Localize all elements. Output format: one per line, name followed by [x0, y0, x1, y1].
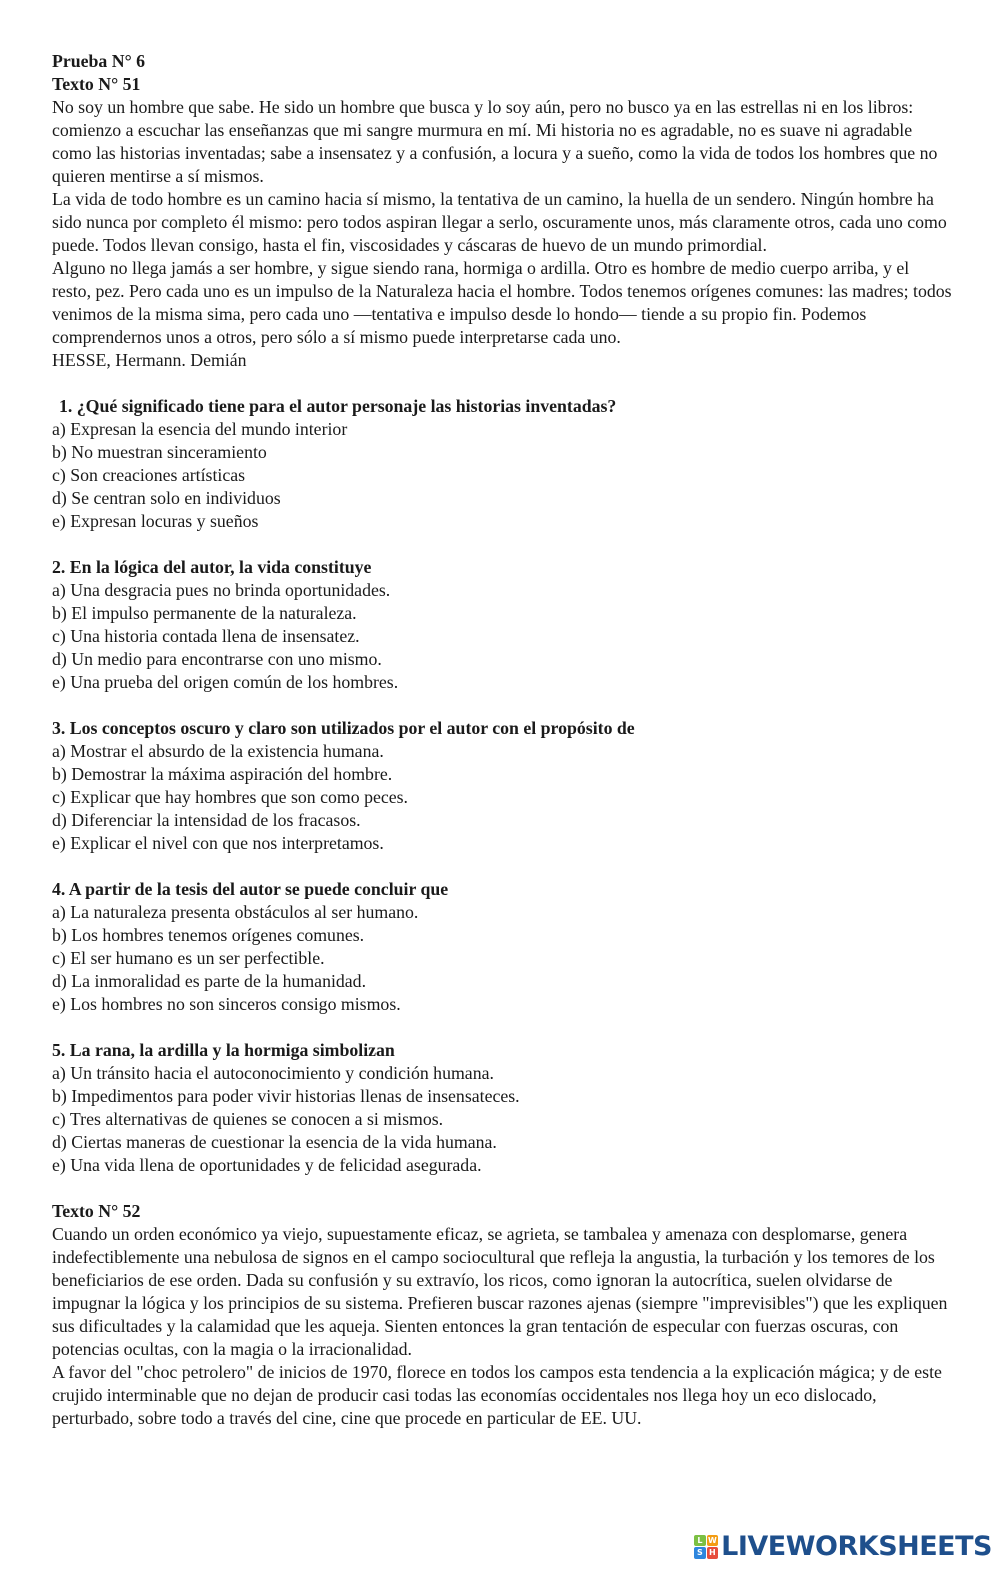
answer-option[interactable]: b) Los hombres tenemos orígenes comunes. [52, 925, 365, 945]
question-title: 1. ¿Qué significado tiene para el autor personaje las historias inventadas? [59, 396, 617, 416]
question-block [52, 556, 952, 694]
answer-option[interactable]: d) Ciertas maneras de cuestionar la esencia de la vida humana. [52, 1132, 497, 1152]
answer-option[interactable]: c) Son creaciones artísticas [52, 465, 246, 485]
answer-option[interactable]: b) El impulso permanente de la naturaleza. [52, 603, 357, 623]
answer-option[interactable]: b) No muestran sinceramiento [52, 442, 267, 462]
answer-option[interactable]: a) Una desgracia pues no brinda oportunidades. [52, 580, 391, 600]
brand-name: LIVEWORKSHEETS [721, 1531, 992, 1562]
answer-option[interactable]: e) Expresan locuras y sueños [52, 511, 259, 531]
question-block [52, 878, 952, 1016]
answer-option[interactable]: e) Una vida llena de oportunidades y de felicidad asegurada. [52, 1155, 482, 1175]
text1-paragraph: Alguno no llega jamás a ser hombre, y sigue siendo rana, hormiga o ardilla. Otro es hombre de medio cuerpo arriba, y el resto, pez. Pero cada uno es un impulso de la Naturaleza hacia el hombre. Todos tenemos orígenes comunes: las madres; todos venimos de la misma sima, pero cada uno —tentativa e impulso desde lo hondo— tiende a su propio fin. Podemos comprendernos unos a otros, pero sólo a sí mismo puede interpretarse cada uno. [52, 258, 952, 347]
answer-option[interactable]: a) La naturaleza presenta obstáculos al ser humano. [52, 902, 419, 922]
text1-source: HESSE, Hermann. Demián [52, 350, 247, 370]
answer-option[interactable]: c) Tres alternativas de quienes se conocen a si mismos. [52, 1109, 444, 1129]
logo-tile: W [707, 1535, 717, 1545]
answer-option[interactable]: a) Expresan la esencia del mundo interior [52, 419, 348, 439]
question-block [52, 395, 952, 533]
answer-option[interactable]: e) Una prueba del origen común de los hombres. [52, 672, 399, 692]
logo-tile: L [694, 1535, 706, 1547]
logo-tile: H [707, 1547, 719, 1559]
question-block [52, 1039, 952, 1177]
answer-option[interactable]: d) La inmoralidad es parte de la humanidad. [52, 971, 367, 991]
text2-paragraph: Cuando un orden económico ya viejo, supuestamente eficaz, se agrieta, se tambalea y amenaza con desplomarse, genera indefectiblemente una nebulosa de signos en el campo sociocultural que refleja la angustia, la turbación y los temores de los beneficiarios de ese orden. Dada su confusión y su extravío, los ricos, como ignoran la autocrítica, suelen olvidarse de impugnar la lógica y los principios de su sistema. Prefieren buscar razones ajenas (siempre "imprevisibles") que les expliquen sus dificultades y la calamidad que les aqueja. Sienten entonces la gran tentación de especular con fuerzas oscuras, con potencias ocultas, con la magia o la irracionalidad. [52, 1224, 948, 1359]
text1-paragraph: No soy un hombre que sabe. He sido un hombre que busca y lo soy aún, pero no busco ya en las estrellas ni en los libros: comienzo a escuchar las enseñanzas que mi sangre murmura en mí. Mi historia no es agradable, no es suave ni agradable como las historias inventadas; sabe a insensatez y a confusión, a locura y a sueño, como la vida de todos los hombres que no quieren mentirse a sí mismos. [52, 97, 938, 186]
answer-option[interactable]: d) Diferenciar la intensidad de los fracasos. [52, 810, 361, 830]
question-block [52, 717, 952, 855]
question-title: 4. A partir de la tesis del autor se puede concluir que [52, 879, 449, 899]
answer-option[interactable]: c) Una historia contada llena de insensatez. [52, 626, 360, 646]
worksheet-page [52, 50, 952, 1430]
answer-option[interactable]: c) El ser humano es un ser perfectible. [52, 948, 325, 968]
liveworksheets-logo-icon [694, 1535, 718, 1559]
question-title: 3. Los conceptos oscuro y claro son utilizados por el autor con el propósito de [52, 718, 635, 738]
answer-option[interactable]: b) Demostrar la máxima aspiración del hombre. [52, 764, 393, 784]
answer-option[interactable]: d) Un medio para encontrarse con uno mismo. [52, 649, 382, 669]
answer-option[interactable]: b) Impedimentos para poder vivir historias llenas de insensateces. [52, 1086, 520, 1106]
text1-paragraph: La vida de todo hombre es un camino hacia sí mismo, la tentativa de un camino, la huella de un sendero. Ningún hombre ha sido nunca por completo él mismo: pero todos aspiran llegar a serlo, oscuramente unos, más claramente otros, cada uno como puede. Todos llevan consigo, hasta el fin, viscosidades y cáscaras de huevo de un mundo primordial. [52, 189, 947, 255]
liveworksheets-brand [694, 1531, 992, 1562]
answer-option[interactable]: e) Los hombres no son sinceros consigo mismos. [52, 994, 401, 1014]
question-title: 2. En la lógica del autor, la vida constituye [52, 557, 372, 577]
answer-option[interactable]: a) Un tránsito hacia el autoconocimiento y condición humana. [52, 1063, 494, 1083]
answer-option[interactable]: a) Mostrar el absurdo de la existencia humana. [52, 741, 384, 761]
text1-title: Texto N° 51 [52, 74, 141, 94]
answer-option[interactable]: d) Se centran solo en individuos [52, 488, 281, 508]
text2-title: Texto N° 52 [52, 1201, 141, 1221]
text2-paragraph: A favor del "choc petrolero" de inicios de 1970, florece en todos los campos esta tendencia a la explicación mágica; y de este crujido interminable que no dejan de producir casi todas las economías occidentales nos llega hoy un eco dislocado, perturbado, sobre todo a través del cine, cine que procede en particular de EE. UU. [52, 1362, 942, 1428]
answer-option[interactable]: e) Explicar el nivel con que nos interpretamos. [52, 833, 384, 853]
logo-tile: S [694, 1547, 706, 1559]
test-title: Prueba N° 6 [52, 51, 146, 71]
answer-option[interactable]: c) Explicar que hay hombres que son como peces. [52, 787, 408, 807]
question-title: 5. La rana, la ardilla y la hormiga simbolizan [52, 1040, 395, 1060]
